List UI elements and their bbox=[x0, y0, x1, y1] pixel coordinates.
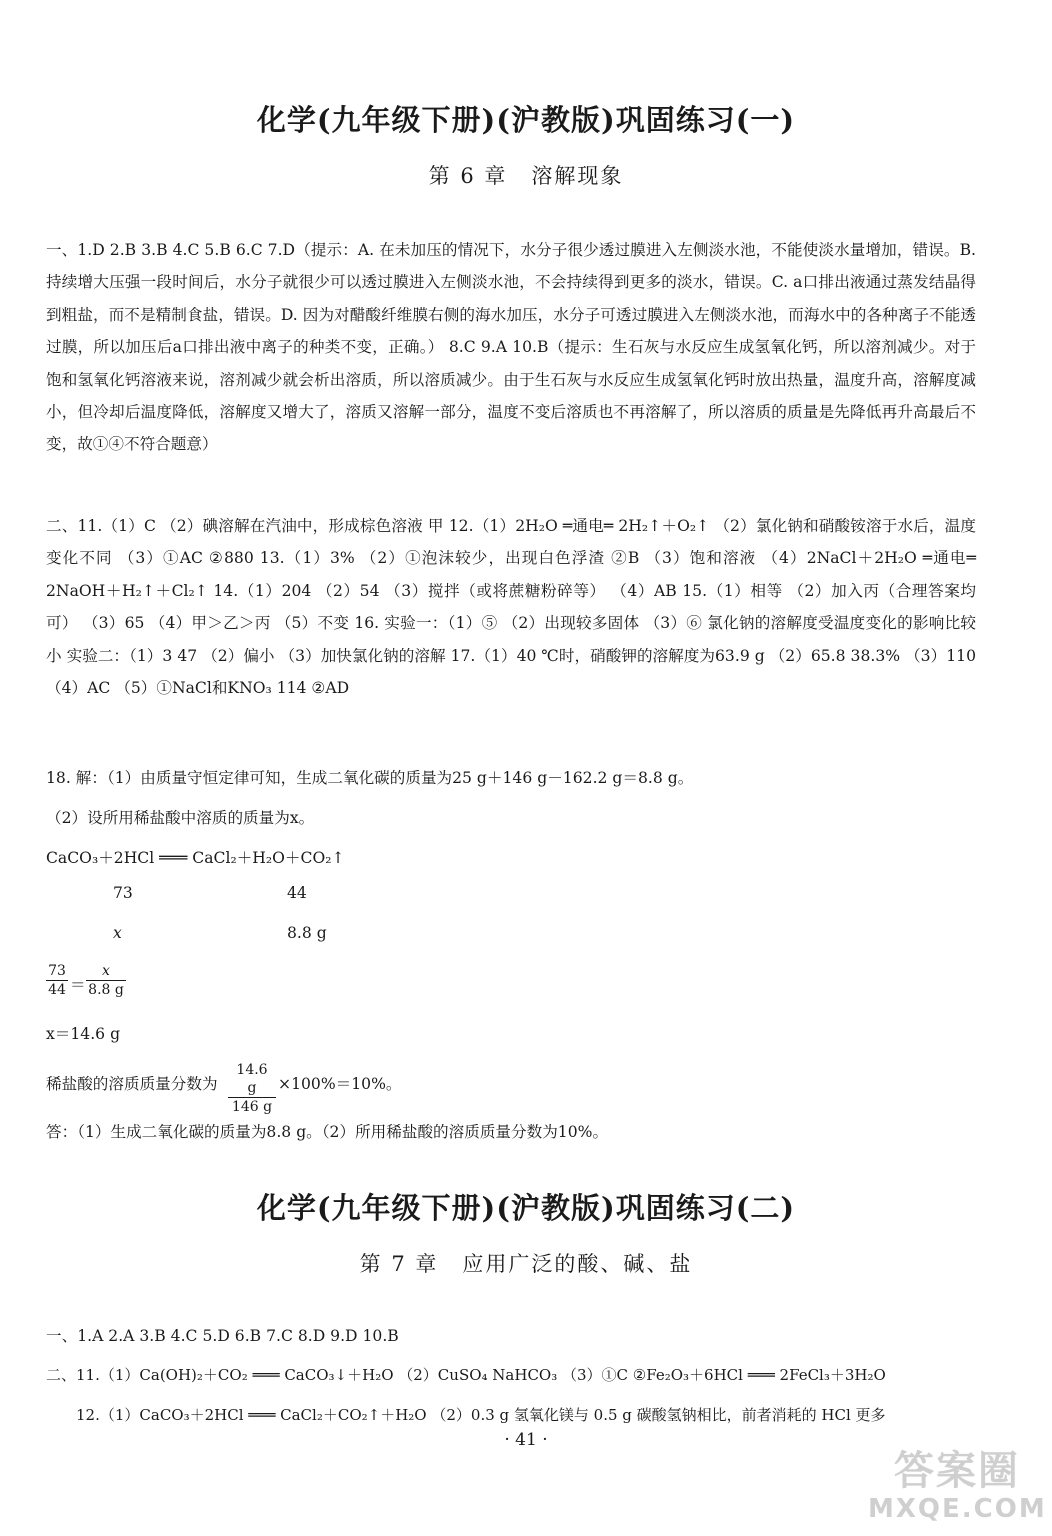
q18-intro: 18. 解：（1）由质量守恒定律可知，生成二氧化碳的质量为25 g＋146 g－162.2 g＝8.8 g。 bbox=[46, 769, 694, 787]
section2-title: 化学(九年级下册)(沪教版)巩固练习(二) bbox=[256, 1191, 796, 1225]
mass-fraction-suffix: ×100%＝10%。 bbox=[278, 1075, 402, 1093]
section1-chapter-num: 第 6 章 bbox=[428, 164, 508, 188]
watermark-bottom: MXQE.COM bbox=[868, 1494, 1047, 1524]
section1-chapter bbox=[0, 160, 1052, 190]
section2-part2-line2: 12.（1）CaCO₃＋2HCl ═══ CaCl₂＋CO₂↑＋H₂O （2）0.3 g 氢氧化镁与 0.5 g 碳酸氢钠相比，前者消耗的 HCl 更多 bbox=[76, 1406, 886, 1424]
q18-let: （2）设所用稀盐酸中溶质的质量为x。 bbox=[46, 809, 315, 827]
mass-fraction-den: 146 g bbox=[231, 1099, 273, 1115]
ratio-right bbox=[86, 962, 126, 999]
section2-chapter bbox=[0, 1248, 1052, 1278]
ratio-left-den: 44 bbox=[48, 982, 66, 998]
mass-fraction-prefix: 稀盐酸的溶质质量分数为 bbox=[46, 1075, 218, 1093]
ratio-left bbox=[46, 962, 68, 999]
ratio-right-num: x bbox=[86, 962, 126, 981]
section1-part1: 一、1.D 2.B 3.B 4.C 5.B 6.C 7.D（提示：A. 在未加压的情况下，水分子很少透过膜进入左侧淡水池，不能使淡水量增加，错误。B. 持续增大压强一段时间后，水分子就很少可以透过膜进入左侧淡水池，不会持续得到更多的淡水，错误。C. a口排出液通过蒸发结晶得到粗盐，而不是精制食盐，错误。D. 因为对醋酸纤维膜右侧的海水加压，水分子可透过膜进入左侧淡水池，而海水中的各种离子不能透过膜，所以加压后a口排出液中离子的种类不变，正确。） 8.C 9.A 10.B（提示：生石灰与水反应生成氢氧化钙，所以溶剂减少。对于饱和氢氧化钙溶液来说，溶剂减少就会析出溶质，所以溶质减少。由于生石灰与水反应生成氢氧化钙时放出热量，温度升高，溶解度减小，但冷却后温度降低，溶解度又增大了，溶质又溶解一部分，温度不变后溶质也不再溶解了，所以溶质的质量是先降低再升高最后不变，故①④不符合题意） bbox=[46, 241, 976, 454]
section1-title: 化学(九年级下册)(沪教版)巩固练习(一) bbox=[256, 103, 796, 137]
ratio-left-num: 73 bbox=[46, 962, 68, 981]
ratio-right-den: 8.8 g bbox=[88, 982, 124, 998]
q18-molar-mass-hcl: 73 bbox=[113, 884, 133, 902]
section2-part1: 一、1.A 2.A 3.B 4.C 5.D 6.B 7.C 8.D 9.D 10.B bbox=[46, 1327, 399, 1345]
section1-part2: 二、11.（1）C （2）碘溶解在汽油中，形成棕色溶液 甲 12.（1）2H₂O ═通电═ 2H₂↑＋O₂↑ （2）氯化钠和硝酸铵溶于水后，温度变化不同 （3）①AC ②880 13.（1）3% （2）①泡沫较少，出现白色浮渣 ②B （3）饱和溶液 （4）2NaCl＋2H₂O ═通电═ 2NaOH＋H₂↑＋Cl₂↑ 14.（1）204 （2）54 （3）搅拌（或将蔗糖粉碎等） （4）AB 15.（1）相等 （2）加入丙（合理答案均可） （3）65 （4）甲＞乙＞丙 （5）不变 16. 实验一：（1）⑤ （2）出现较多固体 （3）⑥ 氯化钠的溶解度受温度变化的影响比较小 实验二：（1）3 47 （2）偏小 （3）加快氯化钠的溶解 17.（1）40 ℃时，硝酸钾的溶解度为63.9 g （2）65.8 38.3% （3）110 （4）AC （5）①NaCl和KNO₃ 114 ②AD bbox=[46, 517, 976, 698]
q18-result: x＝14.6 g bbox=[46, 1025, 121, 1043]
section1-chapter-name: 溶解现象 bbox=[531, 164, 624, 188]
mass-fraction bbox=[228, 1061, 276, 1116]
mass-fraction-num: 14.6 g bbox=[228, 1061, 276, 1098]
page-number: · 41 · bbox=[504, 1430, 548, 1450]
watermark-logo bbox=[868, 1448, 1046, 1532]
q18-co2-mass: 8.8 g bbox=[287, 924, 327, 942]
q18-unknown-x: x bbox=[113, 924, 122, 942]
q18-molar-mass-co2: 44 bbox=[287, 884, 307, 902]
section2-part2-line1: 二、11.（1）Ca(OH)₂＋CO₂ ═══ CaCO₃↓＋H₂O （2）CuSO₄ NaHCO₃ （3）①C ②Fe₂O₃＋6HCl ═══ 2FeCl₃＋3H₂O bbox=[46, 1366, 886, 1384]
q18-answer: 答：（1）生成二氧化碳的质量为8.8 g。（2）所用稀盐酸的溶质质量分数为10%。 bbox=[46, 1123, 609, 1141]
section2-chapter-num: 第 7 章 bbox=[359, 1252, 439, 1276]
section2-chapter-name: 应用广泛的酸、碱、盐 bbox=[462, 1252, 693, 1276]
q18-equation: CaCO₃＋2HCl ═══ CaCl₂＋H₂O＋CO₂↑ bbox=[46, 849, 345, 867]
watermark-top: 答案圈 bbox=[894, 1448, 1020, 1494]
ratio-equals: ＝ bbox=[70, 976, 86, 994]
